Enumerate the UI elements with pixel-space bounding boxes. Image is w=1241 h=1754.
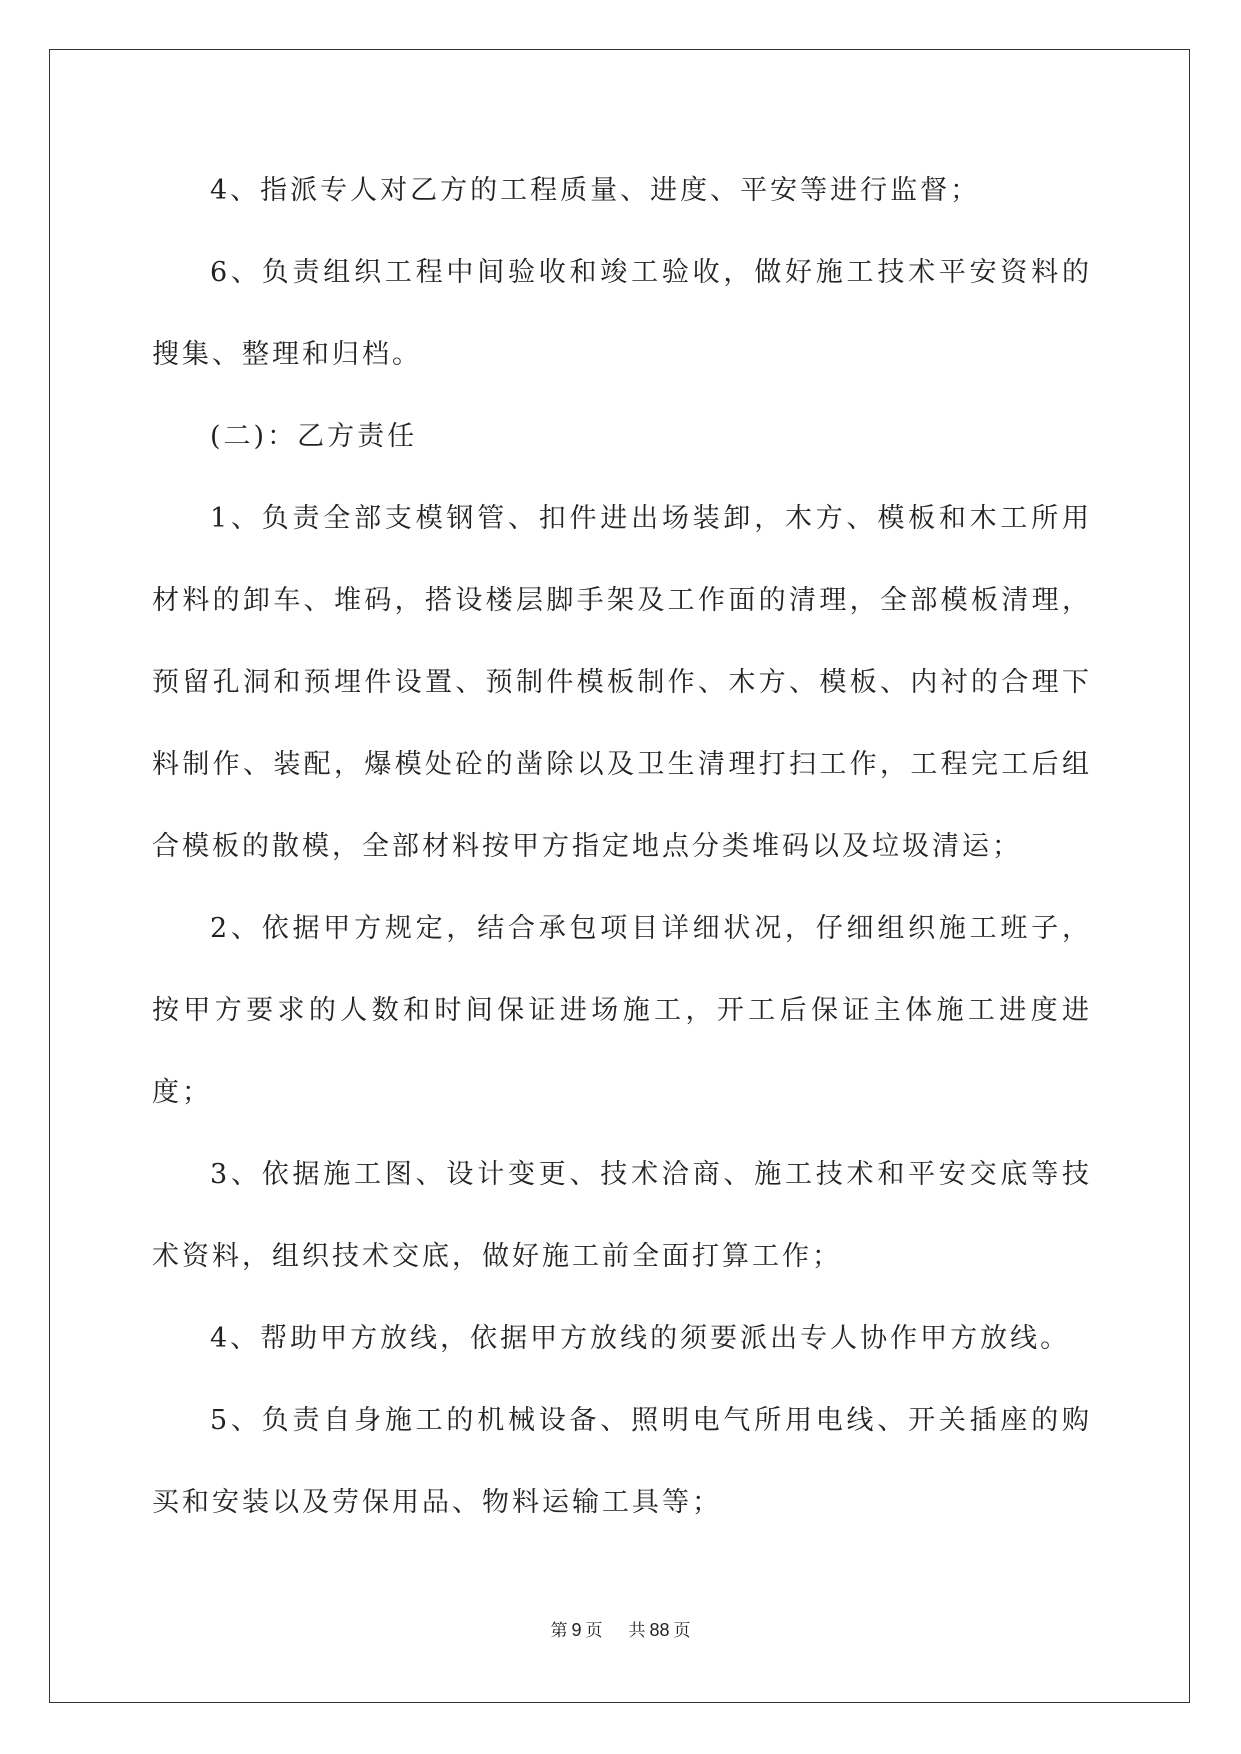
paragraph-b-item-1: 1、负责全部支模钢管、扣件进出场装卸，木方、模板和木工所用材料的卸车、堆码，搭设楼层脚手架及工作面的清理，全部模板清理，预留孔洞和预埋件设置、预制件模板制作、木方、模板、内衬的合理下料制作、装配，爆模处砼的凿除以及卫生清理打扫工作，工程完工后组合模板的散模，全部材料按甲方指定地点分类堆码以及垃圾清运； — [152, 503, 1092, 862]
paragraph-b-item-2: 2、依据甲方规定，结合承包项目详细状况，仔细组织施工班子，按甲方要求的人数和时间保证进场施工，开工后保证主体施工进度进度； — [152, 913, 1092, 1108]
paragraph-item-4: 4、指派专人对乙方的工程质量、进度、平安等进行监督； — [210, 175, 981, 206]
paragraph-b-item-5: 5、负责自身施工的机械设备、照明电气所用电线、开关插座的购买和安装以及劳保用品、物料运输工具等； — [152, 1405, 1092, 1518]
paragraph-b-item-3: 3、依据施工图、设计变更、技术洽商、施工技术和平安交底等技术资料，组织技术交底，做好施工前全面打算工作； — [152, 1159, 1092, 1272]
document-body — [152, 150, 1092, 1544]
paragraph-item-6: 6、负责组织工程中间验收和竣工验收，做好施工技术平安资料的搜集、整理和归档。 — [152, 257, 1092, 370]
footer-page-unit: 页 — [585, 1621, 603, 1641]
page-footer — [0, 1616, 1241, 1641]
paragraph-b-item-4: 4、帮助甲方放线，依据甲方放线的须要派出专人协作甲方放线。 — [210, 1323, 1071, 1354]
footer-page-number: 9 — [571, 1620, 582, 1640]
footer-total-prefix: 共 — [628, 1621, 646, 1641]
footer-page-prefix: 第 — [550, 1621, 568, 1641]
section-heading-party-b: (二)：乙方责任 — [210, 421, 418, 452]
footer-total-pages: 88 — [649, 1620, 670, 1640]
footer-total-unit: 页 — [673, 1621, 691, 1641]
